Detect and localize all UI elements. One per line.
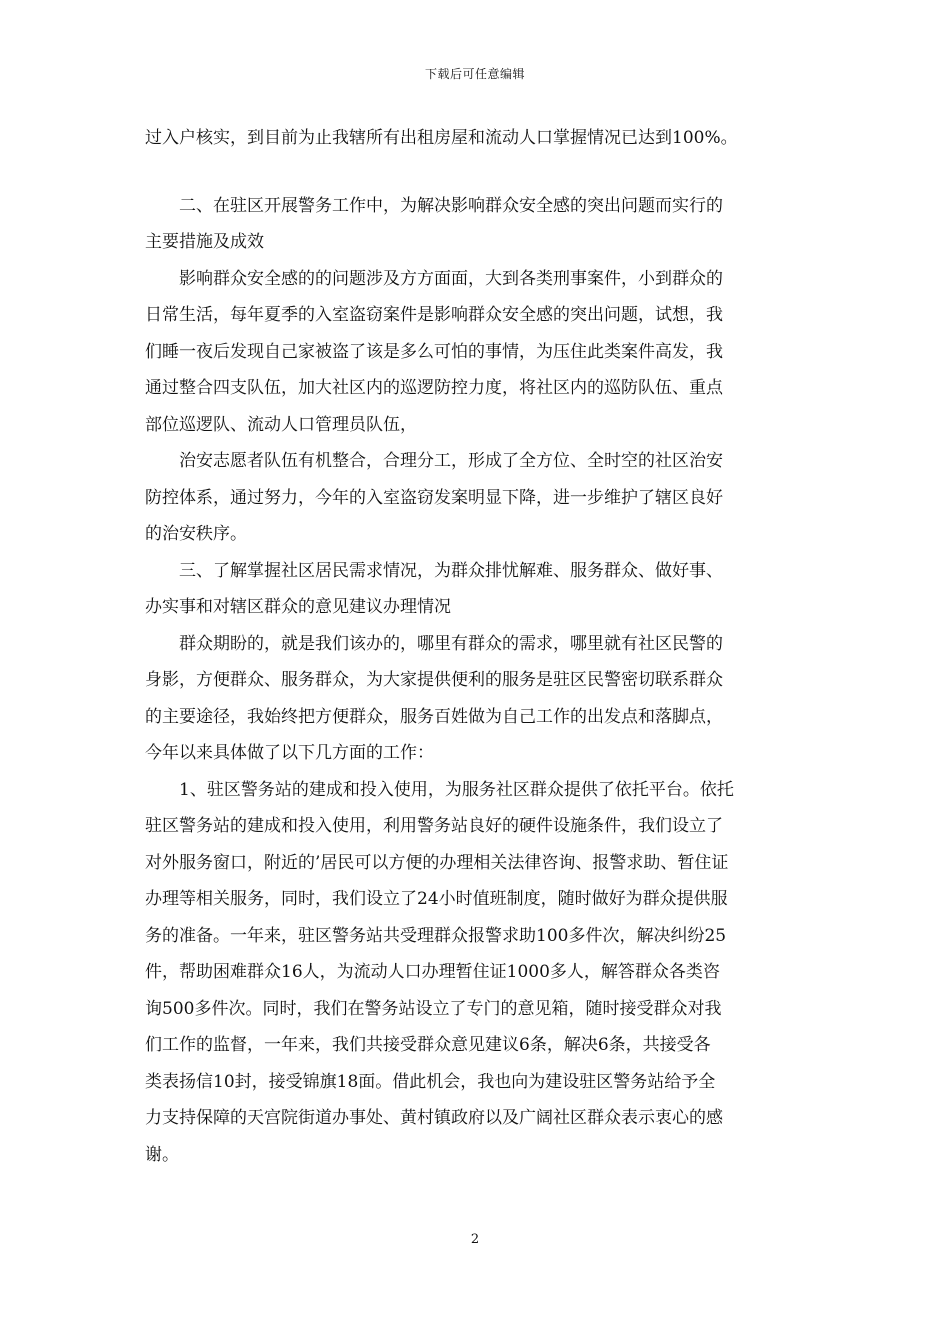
text-line: 身影，方便群众、服务群众，为大家提供便利的服务是驻区民警密切联系群众 [145, 670, 723, 690]
text-line: 日常生活，每年夏季的入室盗窃案件是影响群众安全感的突出问题，试想，我 [145, 305, 723, 325]
text-line: 件，帮助困难群众16人，为流动人口办理暂住证1000多人，解答群众各类咨 [145, 962, 720, 982]
text-line: 通过整合四支队伍，加大社区内的巡逻防控力度，将社区内的巡防队伍、重点 [145, 378, 723, 398]
section-heading-line: 办实事和对辖区群众的意见建议办理情况 [145, 597, 451, 617]
page-header: 下载后可任意编辑 [424, 67, 525, 81]
text-line: 类表扬信10封，接受锦旗18面。借此机会，我也向为建设驻区警务站给予全 [145, 1071, 716, 1092]
text-line: 过入户核实，到目前为止我辖所有出租房屋和流动人口掌握情况已达到100%。 [145, 128, 738, 148]
text-line: 1、驻区警务站的建成和投入使用，为服务社区群众提供了依托平台。依托 [145, 779, 734, 800]
text-line: 部位巡逻队、流动人口管理员队伍， [145, 414, 417, 435]
text-line: 的治安秩序。 [145, 524, 247, 544]
text-line: 对外服务窗口，附近的’居民可以方便的办理相关法律咨询、报警求助、暂住证 [145, 852, 729, 873]
paragraph-gap [145, 157, 805, 188]
text-line: 影响群众安全感的的问题涉及方方面面，大到各类刑事案件，小到群众的 [145, 268, 723, 289]
text-line: 治安志愿者队伍有机整合，合理分工，形成了全方位、全时空的社区治安 [145, 451, 723, 471]
text-line: 询500多件次。同时，我们在警务站设立了专门的意见箱，随时接受群众对我 [145, 998, 722, 1019]
text-line: 们工作的监督，一年来，我们共接受群众意见建议6条，解决6条，共接受各 [145, 1035, 711, 1055]
text-line: 群众期盼的，就是我们该办的，哪里有群众的需求，哪里就有社区民警的 [145, 633, 723, 654]
section-heading-line: 主要措施及成效 [145, 232, 264, 252]
text-line: 谢。 [145, 1144, 179, 1165]
text-line: 的主要途径，我始终把方便群众，服务百姓做为自己工作的出发点和落脚点， [145, 706, 723, 727]
text-line: 们睡一夜后发现自己家被盗了该是多么可怕的事情，为压住此类案件高发，我 [145, 341, 723, 362]
text-line: 防控体系，通过努力，今年的入室盗窃发案明显下降，进一步维护了辖区良好 [145, 487, 723, 508]
section-heading-line: 三、了解掌握社区居民需求情况，为群众排忧解难、服务群众、做好事、 [145, 560, 723, 581]
text-line: 力支持保障的天宫院街道办事处、黄村镇政府以及广阔社区群众表示衷心的感 [145, 1108, 723, 1128]
page-number: 2 [470, 1232, 480, 1247]
text-line: 办理等相关服务，同时，我们设立了24小时值班制度，随时做好为群众提供服 [145, 889, 728, 909]
text-line: 务的准备。一年来，驻区警务站共受理群众报警求助100多件次，解决纠纷25 [145, 925, 727, 946]
text-line: 驻区警务站的建成和投入使用，利用警务站良好的硬件设施条件，我们设立了 [145, 816, 723, 836]
document-body [145, 120, 805, 1173]
section-heading-line: 二、在驻区开展警务工作中，为解决影响群众安全感的突出问题而实行的 [145, 195, 723, 216]
text-line: 今年以来具体做了以下几方面的工作： [145, 743, 434, 763]
